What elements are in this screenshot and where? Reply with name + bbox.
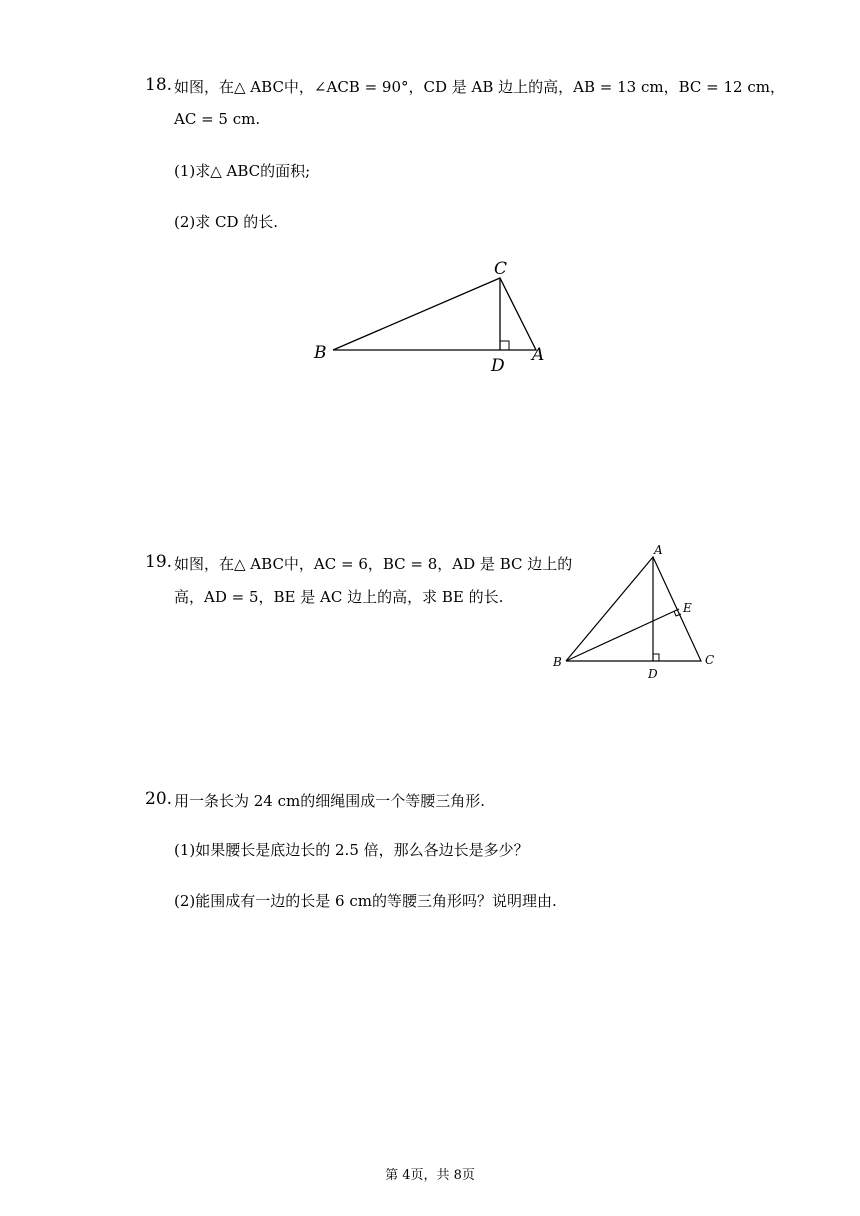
right-angle-mark-d-19 xyxy=(653,654,659,661)
question-19-text-line2: 高，AD = 5，BE 是 AC 边上的高，求 BE 的长. xyxy=(174,588,504,606)
label-b-19: B xyxy=(553,655,562,669)
question-20-part-2: (2)能围成有一边的长是 6 cm的等腰三角形吗？说明理由. xyxy=(174,892,557,910)
question-20-number: 20. xyxy=(145,789,173,809)
question-18-figure xyxy=(300,252,560,382)
question-20-text-line1: 用一条长为 24 cm的细绳围成一个等腰三角形. xyxy=(174,792,486,810)
altitude-be-19 xyxy=(566,609,679,661)
page-footer: 第 4页，共 8页 xyxy=(385,1168,475,1183)
triangle-abc-19 xyxy=(566,557,701,661)
label-d-18: D xyxy=(491,356,505,376)
triangle-abc-18 xyxy=(333,278,536,350)
label-a-19: A xyxy=(654,543,663,557)
question-19-figure xyxy=(545,540,725,685)
label-c-18: C xyxy=(494,259,508,279)
question-18-number: 18. xyxy=(145,75,173,95)
question-18-text-line1: 如图，在△ ABC中，∠ACB = 90°，CD 是 AB 边上的高，AB = 13 cm，BC = 12 cm， xyxy=(174,78,785,96)
question-19-number: 19. xyxy=(145,552,173,572)
question-18-part-2: (2)求 CD 的长. xyxy=(174,213,279,231)
label-a-18: A xyxy=(532,345,545,365)
label-c-19: C xyxy=(705,653,715,667)
label-e-19: E xyxy=(683,601,692,615)
question-18-text-line2: AC = 5 cm. xyxy=(174,110,261,128)
question-20-part-1: (1)如果腰长是底边长的 2.5 倍，那么各边长是多少？ xyxy=(174,841,529,859)
label-b-18: B xyxy=(314,343,327,363)
label-d-19: D xyxy=(648,667,658,681)
right-angle-mark-18 xyxy=(500,341,509,350)
question-19-text-line1: 如图，在△ ABC中，AC = 6，BC = 8，AD 是 BC 边上的 xyxy=(174,555,573,573)
question-18-part-1: (1)求△ ABC的面积; xyxy=(174,162,311,180)
